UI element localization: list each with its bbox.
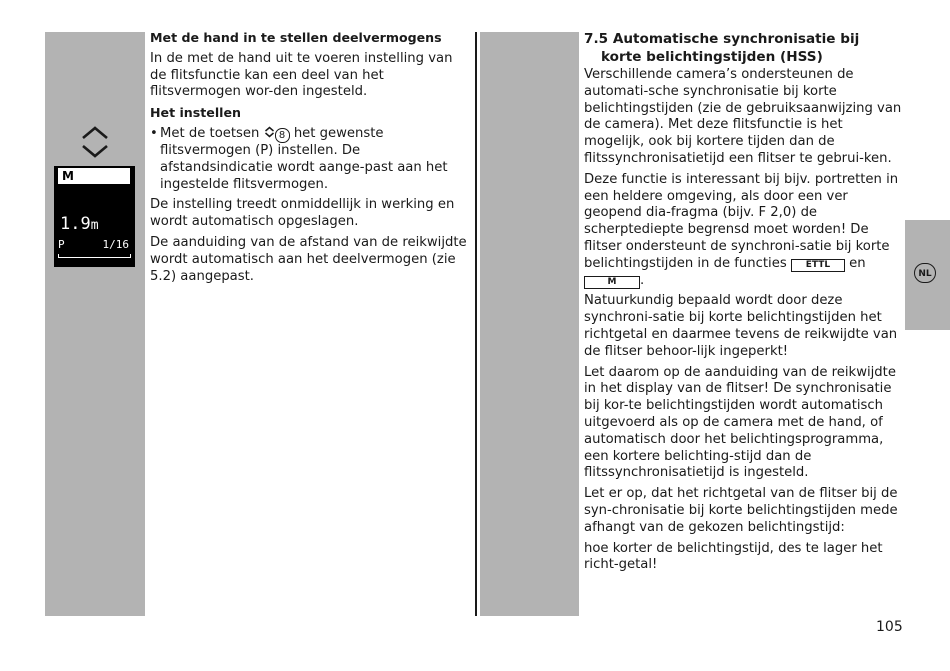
paragraph-display-note: Let daarom op de aanduiding van de reikwijdte in het display van de flitser! De synchronisatie bij kor-te belichtingstijden wordt automatisch uitgevoerd als op de camera met de hand, of automatisch door het belichtingsprogramma, een kortere belichting-stijd dan de flitssynchronisatietijd is ingesteld.	[584, 364, 896, 481]
display-scale-bar	[58, 254, 131, 258]
section-title	[584, 30, 904, 66]
display-range	[60, 214, 99, 234]
section-heading-setting: Het instellen	[150, 105, 241, 121]
paragraph-guide-number: Natuurkundig bepaald wordt door deze synchroni-satie bij korte belichtingstijden het richtgetal en daarmee tevens de reikwijdte van de flitser behoor-lijk ingeperkt!	[584, 293, 898, 359]
paragraph-dependency: Let er op, dat het richtgetal van de flitser bij de syn-chronisatie bij korte belichtingstijden mede afhangt van de gekozen belichtingstijd:	[584, 486, 898, 535]
left-text-column	[150, 30, 472, 289]
display-range-value: 1.9	[60, 214, 91, 234]
bullet-text	[160, 126, 472, 193]
middle-margin-strip	[480, 32, 579, 616]
small-up-down-chevron-icon	[264, 126, 275, 138]
right-text-column	[584, 30, 904, 578]
up-down-chevron-icon	[80, 125, 110, 159]
paragraph-intro: In de met de hand uit te voeren instelling van de flitsfunctie kan een deel van het flitsvermogen wor-den ingesteld.	[150, 50, 453, 100]
paragraph-instant-effect: De instelling treedt onmiddellijk in werking en wordt automatisch opgeslagen.	[150, 197, 455, 230]
display-mode-label: M	[58, 168, 130, 184]
flash-lcd-display	[54, 166, 135, 267]
sentence-end: .	[640, 272, 645, 288]
section-title-line1: 7.5 Automatische synchronisatie bij	[584, 31, 860, 47]
paragraph-hss-usage	[584, 172, 904, 290]
paragraph-hss-usage-text: Deze functie is interessant bij bijv. portretten in een heldere omgeving, als door een ver geopend dia-fragma (bijv. F 2,0) de scherptediepte begrensd moet worden! De flitser ondersteunt de synchroni-satie bij korte belichtingstijden in de functies	[584, 171, 899, 271]
left-margin-strip	[45, 32, 145, 616]
instruction-bullet	[150, 126, 472, 193]
paragraph-hss-support: Verschillende camera’s ondersteunen de automati-sche synchronisatie bij korte belichtingstijden (zie de gebruiksaanwijzing van de camera). Met deze flitsfunctie is het mogelijk, ook bij kortere tijden dan de flitssynchronisatietijd een flitser te gebrui-ken.	[584, 67, 902, 166]
mode-ettl-badge: ETTL	[791, 259, 845, 272]
display-range-unit: m	[90, 218, 99, 233]
display-p-label: P	[58, 238, 65, 251]
circled-number-icon: 8	[275, 128, 290, 143]
paragraph-range-adjust: De aanduiding van de afstand van de reikwijdte wordt automatisch aan het deelvermogen (zie 5.2) aangepast.	[150, 234, 467, 284]
language-badge: NL	[914, 263, 936, 283]
display-power-value: 1/16	[102, 238, 129, 251]
column-divider	[475, 32, 477, 616]
bullet-text-end: het gewenste flitsvermogen (P) instellen. De afstandsindicatie wordt aange-past aan het ingestelde flitsvermogen.	[160, 125, 448, 192]
paragraph-conclusion: hoe korter de belichtingstijd, des te lager het richt-getal!	[584, 540, 883, 573]
bullet-symbol: •	[150, 125, 158, 141]
conjunction-text: en	[849, 255, 866, 271]
page-number: 105	[876, 619, 903, 635]
bullet-text-start: Met de toetsen	[160, 125, 260, 141]
section-title-line2: korte belichtingstijden (HSS)	[601, 49, 823, 65]
section-heading-manual-power: Met de hand in te stellen deelvermogens	[150, 30, 442, 45]
mode-m-badge: M	[584, 276, 640, 289]
